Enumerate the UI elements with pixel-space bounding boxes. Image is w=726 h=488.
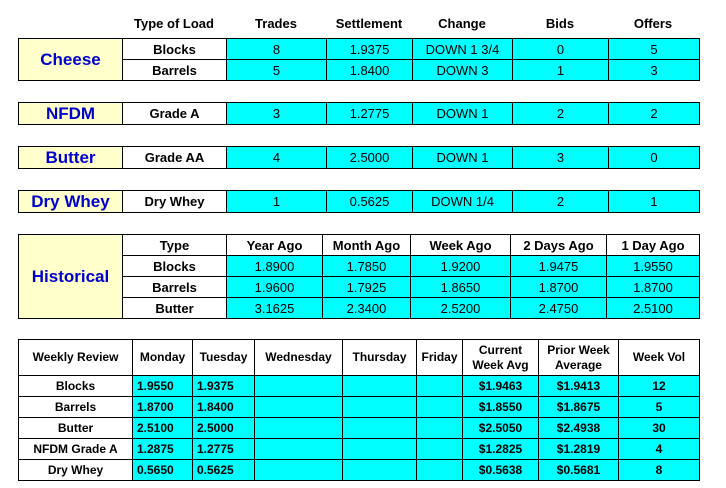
header-change: Change	[438, 16, 486, 31]
dry-whey-trades: 1	[227, 191, 327, 213]
nfdm-trades: 3	[227, 103, 327, 125]
historical-header: Year Ago	[227, 235, 323, 256]
weekly-header: Current Week Avg	[463, 340, 539, 376]
cheese-change: DOWN 3	[413, 60, 513, 81]
historical-value: 3.1625	[227, 298, 323, 319]
historical-header: 2 Days Ago	[511, 235, 607, 256]
cheese-settlement: 1.8400	[327, 60, 413, 81]
cheese-change: DOWN 1 3/4	[413, 39, 513, 60]
historical-header: Week Ago	[411, 235, 511, 256]
historical-value: 1.9550	[607, 256, 700, 277]
cheese-trades: 5	[227, 60, 327, 81]
weekly-header: Thursday	[343, 340, 417, 376]
weekly-tuesday: 2.5000	[193, 418, 255, 439]
weekly-wednesday	[255, 376, 343, 397]
weekly-header: Friday	[417, 340, 463, 376]
weekly-volume: 4	[619, 439, 700, 460]
butter-settlement: 2.5000	[327, 147, 413, 169]
cheese-label: Cheese	[19, 39, 123, 81]
weekly-monday: 2.5100	[133, 418, 193, 439]
weekly-header: Prior Week Average	[539, 340, 619, 376]
header-trades: Trades	[255, 16, 297, 31]
historical-value: 2.5200	[411, 298, 511, 319]
weekly-current-avg: $0.5638	[463, 460, 539, 481]
weekly-friday	[417, 418, 463, 439]
dry-whey-label: Dry Whey	[19, 191, 123, 213]
weekly-row	[19, 376, 700, 397]
butter-offers: 0	[609, 147, 700, 169]
weekly-header: Wednesday	[255, 340, 343, 376]
cheese-bids: 0	[513, 39, 609, 60]
weekly-thursday	[343, 376, 417, 397]
weekly-volume: 12	[619, 376, 700, 397]
weekly-header: Week Vol	[619, 340, 700, 376]
cheese-bids: 1	[513, 60, 609, 81]
butter-type: Grade AA	[123, 147, 227, 169]
weekly-row	[19, 439, 700, 460]
dry-whey-bids: 2	[513, 191, 609, 213]
weekly-header: Tuesday	[193, 340, 255, 376]
cheese-type: Blocks	[123, 39, 227, 60]
butter-bids: 3	[513, 147, 609, 169]
butter-label: Butter	[19, 147, 123, 169]
weekly-current-avg: $2.5050	[463, 418, 539, 439]
header-offers: Offers	[633, 16, 673, 31]
header-type-of-load: Type of Load	[134, 16, 214, 31]
historical-value: 2.3400	[323, 298, 411, 319]
weekly-row-name: Butter	[19, 418, 133, 439]
weekly-row	[19, 397, 700, 418]
historical-value: 2.5100	[607, 298, 700, 319]
weekly-friday	[417, 376, 463, 397]
weekly-prior-avg: $1.9413	[539, 376, 619, 397]
weekly-wednesday	[255, 460, 343, 481]
weekly-row-name: NFDM Grade A	[19, 439, 133, 460]
weekly-header: Monday	[133, 340, 193, 376]
weekly-friday	[417, 397, 463, 418]
cheese-settlement: 1.9375	[327, 39, 413, 60]
cheese-table	[18, 38, 700, 81]
header-settlement: Settlement	[335, 16, 403, 31]
weekly-monday: 1.2875	[133, 439, 193, 460]
nfdm-settlement: 1.2775	[327, 103, 413, 125]
weekly-wednesday	[255, 418, 343, 439]
weekly-row-name: Dry Whey	[19, 460, 133, 481]
nfdm-type: Grade A	[123, 103, 227, 125]
historical-value: 1.7850	[323, 256, 411, 277]
cheese-offers: 5	[609, 39, 700, 60]
historical-value: 2.4750	[511, 298, 607, 319]
historical-value: 1.9600	[227, 277, 323, 298]
historical-header: Type	[123, 235, 227, 256]
weekly-prior-avg: $2.4938	[539, 418, 619, 439]
weekly-row-name: Barrels	[19, 397, 133, 418]
historical-type: Barrels	[123, 277, 227, 298]
historical-label: Historical	[19, 235, 123, 319]
nfdm-table	[18, 102, 700, 125]
weekly-review-table	[18, 339, 700, 481]
weekly-tuesday: 1.9375	[193, 376, 255, 397]
weekly-thursday	[343, 460, 417, 481]
weekly-monday: 0.5650	[133, 460, 193, 481]
weekly-thursday	[343, 397, 417, 418]
cheese-offers: 3	[609, 60, 700, 81]
historical-value: 1.9200	[411, 256, 511, 277]
nfdm-label: NFDM	[19, 103, 123, 125]
weekly-friday	[417, 460, 463, 481]
nfdm-change: DOWN 1	[413, 103, 513, 125]
historical-value: 1.8650	[411, 277, 511, 298]
weekly-current-avg: $1.8550	[463, 397, 539, 418]
weekly-row	[19, 460, 700, 481]
historical-value: 1.8700	[511, 277, 607, 298]
historical-header: Month Ago	[323, 235, 411, 256]
butter-trades: 4	[227, 147, 327, 169]
weekly-row-name: Blocks	[19, 376, 133, 397]
cheese-type: Barrels	[123, 60, 227, 81]
weekly-prior-avg: $1.2819	[539, 439, 619, 460]
butter-table	[18, 146, 700, 169]
historical-value: 1.8900	[227, 256, 323, 277]
historical-type: Butter	[123, 298, 227, 319]
weekly-wednesday	[255, 439, 343, 460]
weekly-thursday	[343, 439, 417, 460]
historical-header: 1 Day Ago	[607, 235, 700, 256]
dry-whey-type: Dry Whey	[123, 191, 227, 213]
weekly-thursday	[343, 418, 417, 439]
historical-value: 1.7925	[323, 277, 411, 298]
weekly-row	[19, 418, 700, 439]
weekly-wednesday	[255, 397, 343, 418]
weekly-header: Weekly Review	[19, 340, 133, 376]
weekly-current-avg: $1.2825	[463, 439, 539, 460]
dry-whey-change: DOWN 1/4	[413, 191, 513, 213]
weekly-monday: 1.8700	[133, 397, 193, 418]
historical-type: Blocks	[123, 256, 227, 277]
weekly-tuesday: 1.2775	[193, 439, 255, 460]
cheese-trades: 8	[227, 39, 327, 60]
weekly-friday	[417, 439, 463, 460]
historical-table	[18, 234, 700, 319]
weekly-volume: 8	[619, 460, 700, 481]
header-bids: Bids	[545, 16, 575, 31]
weekly-prior-avg: $0.5681	[539, 460, 619, 481]
nfdm-bids: 2	[513, 103, 609, 125]
dry-whey-settlement: 0.5625	[327, 191, 413, 213]
weekly-volume: 30	[619, 418, 700, 439]
weekly-prior-avg: $1.8675	[539, 397, 619, 418]
weekly-current-avg: $1.9463	[463, 376, 539, 397]
nfdm-offers: 2	[609, 103, 700, 125]
historical-value: 1.9475	[511, 256, 607, 277]
weekly-tuesday: 1.8400	[193, 397, 255, 418]
dry-whey-offers: 1	[609, 191, 700, 213]
historical-value: 1.8700	[607, 277, 700, 298]
butter-change: DOWN 1	[413, 147, 513, 169]
weekly-tuesday: 0.5625	[193, 460, 255, 481]
weekly-monday: 1.9550	[133, 376, 193, 397]
weekly-volume: 5	[619, 397, 700, 418]
dry-whey-table	[18, 190, 700, 213]
